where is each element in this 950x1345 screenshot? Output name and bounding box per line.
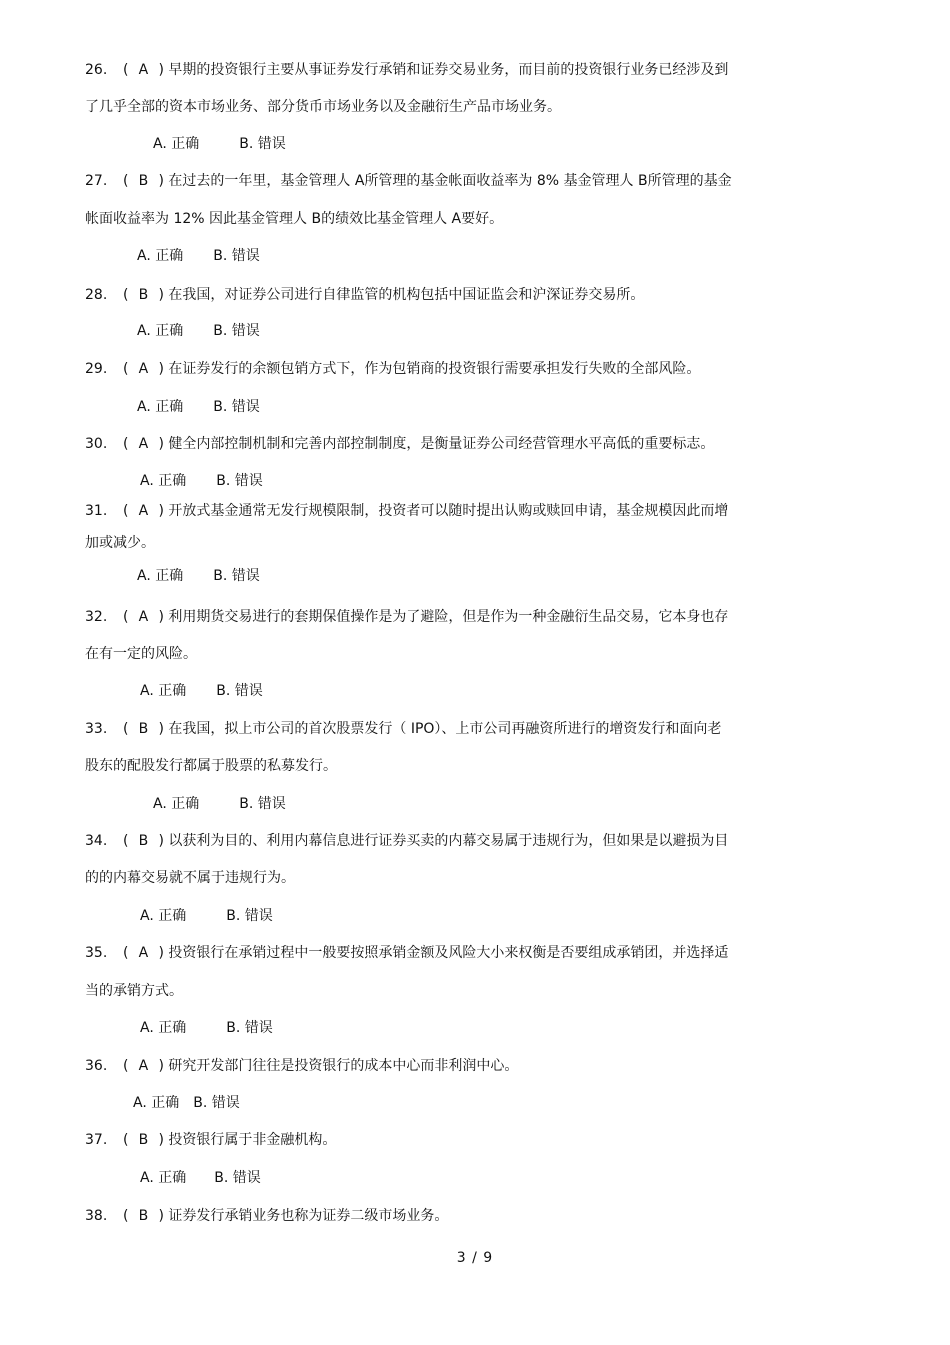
question-34-line-2: 的的内幕交易就不属于违规行为。	[85, 870, 295, 886]
question-26-line-1: 26. ( A ) 早期的投资银行主要从事证券发行承销和证券交易业务，而目前的投资银行业务已经涉及到	[85, 62, 729, 78]
question-27-line-2: 帐面收益率为 12% 因此基金管理人 B的绩效比基金管理人 A要好。	[85, 211, 504, 227]
question-36-options: A. 正确 B. 错误	[133, 1095, 240, 1111]
question-37-options: A. 正确 B. 错误	[140, 1170, 261, 1186]
question-35-line-1: 35. ( A ) 投资银行在承销过程中一般要按照承销金额及风险大小来权衡是否要组成承销团，并选择适	[85, 945, 729, 961]
question-28-line-1: 28. ( B ) 在我国，对证券公司进行自律监管的机构包括中国证监会和沪深证券交易所。	[85, 287, 645, 303]
page-number: 3 / 9	[456, 1250, 494, 1266]
question-37-line-1: 37. ( B ) 投资银行属于非金融机构。	[85, 1132, 337, 1148]
question-33-line-2: 股东的配股发行都属于股票的私募发行。	[85, 758, 337, 774]
question-34-line-1: 34. ( B ) 以获利为目的、利用内幕信息进行证券买卖的内幕交易属于违规行为，但如果是以避损为目	[85, 833, 729, 849]
question-33-line-1: 33. ( B ) 在我国，拟上市公司的首次股票发行（ IPO）、上市公司再融资所进行的增资发行和面向老	[85, 721, 722, 737]
question-34-options: A. 正确 B. 错误	[140, 908, 273, 924]
answer: A	[138, 62, 149, 78]
question-30-line-1: 30. ( A ) 健全内部控制机制和完善内部控制制度，是衡量证券公司经营管理水平高低的重要标志。	[85, 436, 715, 452]
question-32-line-1: 32. ( A ) 利用期货交易进行的套期保值操作是为了避险，但是作为一种金融衍生品交易，它本身也存	[85, 609, 729, 625]
question-26-options: A. 正确 B. 错误	[153, 136, 286, 152]
question-35-options: A. 正确 B. 错误	[140, 1020, 273, 1036]
question-27-line-1: 27. ( B ) 在过去的一年里，基金管理人 A所管理的基金帐面收益率为 8% 基金管理人 B所管理的基金	[85, 173, 732, 189]
question-35-line-2: 当的承销方式。	[85, 983, 183, 999]
question-32-line-2: 在有一定的风险。	[85, 646, 197, 662]
question-31-line-1: 31. ( A ) 开放式基金通常无发行规模限制，投资者可以随时提出认购或赎回申请，基金规模因此而增	[85, 503, 729, 519]
question-36-line-1: 36. ( A ) 研究开发部门往往是投资银行的成本中心而非利润中心。	[85, 1058, 519, 1074]
question-27-options: A. 正确 B. 错误	[137, 248, 260, 264]
question-32-options: A. 正确 B. 错误	[140, 683, 263, 699]
question-29-options: A. 正确 B. 错误	[137, 399, 260, 415]
question-31-options: A. 正确 B. 错误	[137, 568, 260, 584]
question-33-options: A. 正确 B. 错误	[153, 796, 286, 812]
question-28-options: A. 正确 B. 错误	[137, 323, 260, 339]
question-29-line-1: 29. ( A ) 在证券发行的余额包销方式下，作为包销商的投资银行需要承担发行失败的全部风险。	[85, 361, 701, 377]
question-31-line-2: 加或减少。	[85, 535, 155, 551]
question-38-line-1: 38. ( B ) 证券发行承销业务也称为证券二级市场业务。	[85, 1208, 449, 1224]
question-30-options: A. 正确 B. 错误	[140, 473, 263, 489]
question-26-line-2: 了几乎全部的资本市场业务、部分货币市场业务以及金融衍生产品市场业务。	[85, 99, 561, 115]
